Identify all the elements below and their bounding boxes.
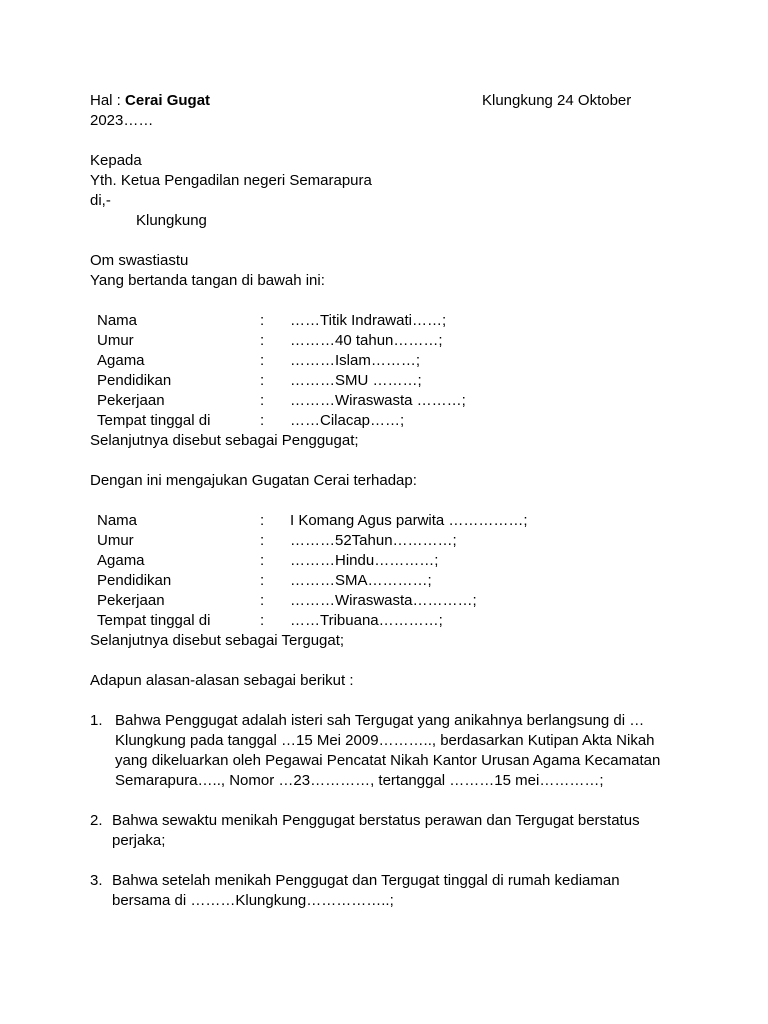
field-colon: : [260, 592, 265, 609]
reason-number: 3. [90, 872, 103, 889]
place-date: Klungkung 24 Oktober [482, 92, 632, 109]
field-value: ………40 tahun………; [290, 332, 443, 349]
reason-text [112, 811, 692, 851]
field-label: Tempat tinggal di [97, 412, 211, 429]
field-value: ……Tribuana…………; [290, 612, 443, 629]
field-label: Agama [97, 552, 145, 569]
field-colon: : [260, 352, 265, 369]
field-colon: : [260, 512, 265, 529]
field-colon: : [260, 392, 265, 409]
recipient-city: Klungkung [136, 212, 207, 229]
reason-text [112, 871, 692, 911]
field-label: Nama [97, 312, 138, 329]
field-colon: : [260, 552, 265, 569]
reasons-intro: Adapun alasan-alasan sebagai berikut : [90, 672, 354, 689]
field-value: ……Titik Indrawati……; [290, 312, 447, 329]
reason-line: Klungkung pada tanggal …15 Mei 2009……….., berdasarkan Kutipan Akta Nikah [115, 732, 655, 749]
reason-line: Bahwa setelah menikah Penggugat dan Tergugat tinggal di rumah kediaman [112, 872, 620, 889]
greeting: Om swastiastu [90, 252, 189, 269]
field-value: I Komang Agus parwita ……………; [290, 512, 528, 529]
field-value: ………Hindu…………; [290, 552, 439, 569]
field-colon: : [260, 312, 265, 329]
field-value: ………Wiraswasta ………; [290, 392, 466, 409]
recipient-kepada: Kepada [90, 152, 142, 169]
field-label: Nama [97, 512, 138, 529]
filing-statement: Dengan ini mengajukan Gugatan Cerai terhadap: [90, 472, 417, 489]
field-colon: : [260, 572, 265, 589]
field-value: ………Wiraswasta…………; [290, 592, 477, 609]
reason-line: Bahwa sewaktu menikah Penggugat berstatus perawan dan Tergugat berstatus [112, 812, 640, 829]
field-label: Pendidikan [97, 372, 172, 389]
recipient-di: di,- [90, 192, 111, 209]
recipient-title: Yth. Ketua Pengadilan negeri Semarapura [90, 172, 372, 189]
intro-text: Yang bertanda tangan di bawah ini: [90, 272, 325, 289]
subject-line [90, 91, 210, 111]
reason-line: bersama di ………Klungkung……………..; [112, 892, 394, 909]
date-year: 2023…… [90, 112, 154, 129]
reason-text [115, 711, 695, 791]
reason-line: Bahwa Penggugat adalah isteri sah Tergugat yang anikahnya berlangsung di … [115, 712, 645, 729]
field-label: Umur [97, 532, 134, 549]
subject-prefix: Hal : [90, 92, 126, 109]
field-colon: : [260, 532, 265, 549]
field-label: Umur [97, 332, 134, 349]
field-colon: : [260, 372, 265, 389]
field-value: ………SMA…………; [290, 572, 432, 589]
field-label: Agama [97, 352, 145, 369]
reason-number: 1. [90, 712, 103, 729]
field-colon: : [260, 332, 265, 349]
subject-title: Cerai Gugat [125, 92, 211, 109]
field-label: Tempat tinggal di [97, 612, 211, 629]
field-label: Pekerjaan [97, 392, 165, 409]
reason-line: yang dikeluarkan oleh Pegawai Pencatat Nikah Kantor Urusan Agama Kecamatan [115, 752, 661, 769]
reason-line: Semarapura….., Nomor …23…………, tertanggal ………15 mei…………; [115, 772, 604, 789]
field-label: Pekerjaan [97, 592, 165, 609]
defendant-note: Selanjutnya disebut sebagai Tergugat; [90, 632, 345, 649]
reason-number: 2. [90, 812, 103, 829]
field-value: ……Cilacap……; [290, 412, 405, 429]
field-label: Pendidikan [97, 572, 172, 589]
field-colon: : [260, 612, 265, 629]
reason-line: perjaka; [112, 832, 166, 849]
field-value: ………Islam………; [290, 352, 421, 369]
plaintiff-note: Selanjutnya disebut sebagai Penggugat; [90, 432, 359, 449]
field-colon: : [260, 412, 265, 429]
field-value: ………SMU ………; [290, 372, 422, 389]
field-value: ………52Tahun…………; [290, 532, 457, 549]
